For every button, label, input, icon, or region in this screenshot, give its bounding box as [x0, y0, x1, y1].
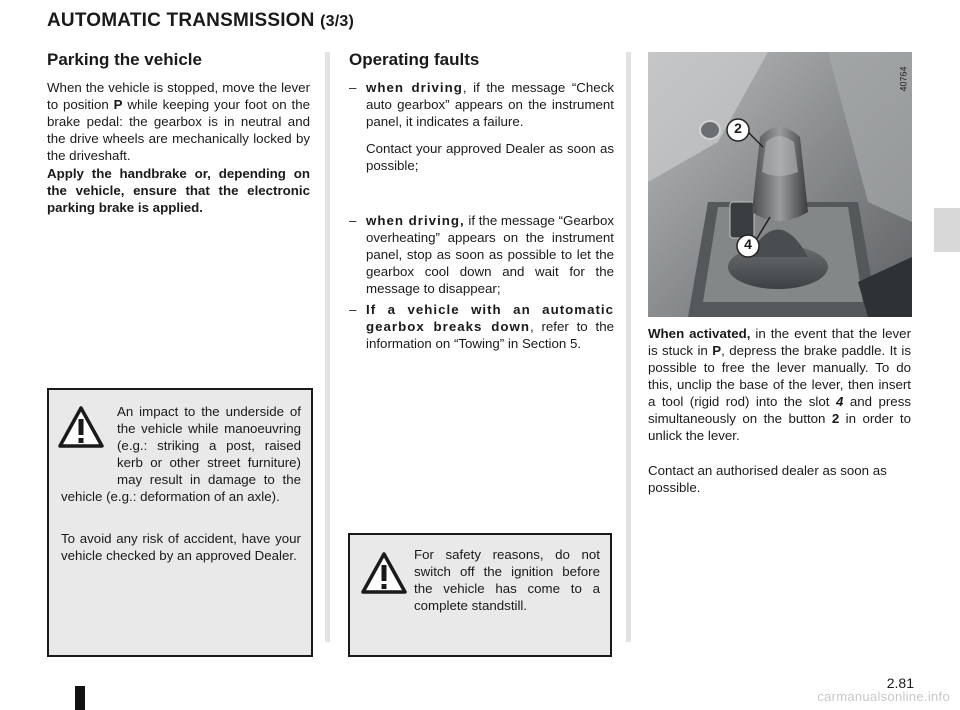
list-item — [349, 301, 614, 352]
list-item-body — [366, 301, 614, 352]
callout-2: 2 — [734, 120, 742, 136]
text-span: 4 — [835, 394, 844, 409]
warning-text-2: To avoid any risk of accident, have your vehicle checked by an approved Dealer. — [61, 531, 301, 563]
list-item-body — [366, 212, 614, 297]
gear-lever-photo — [648, 52, 912, 317]
list-item-text: , if the message “Check auto gearbox” appears on the instrument panel, it indicates a failure. — [366, 80, 614, 129]
text-span: When activated, — [648, 326, 751, 341]
title-part: (3/3) — [320, 13, 354, 30]
warning-text-1 — [61, 403, 301, 505]
section-heading-parking: Parking the vehicle — [47, 50, 202, 69]
list-item-extra: Contact your approved Dealer as soon as possible; — [366, 141, 614, 173]
list-item-lead: when driving, — [366, 213, 465, 228]
warning-box-impact — [47, 388, 313, 657]
icon-spacer — [61, 403, 117, 485]
text-span: while keeping your foot on the brake pedal: the gearbox is in neutral and the drive wheels are mechanically locked by the driveshaft. — [47, 97, 310, 163]
list-item — [349, 79, 614, 174]
callout-4: 4 — [744, 236, 752, 252]
list-item-text: if the message “Gearbox overheating” appears on the instrument panel, stop as soon as possible to let the gearbox cool down and wait for the message to disappear; — [366, 213, 614, 296]
list-dash: – — [349, 213, 357, 228]
page-number: 2.81 — [886, 675, 914, 691]
section-heading-faults: Operating faults — [349, 50, 480, 69]
parking-paragraph-1 — [47, 79, 310, 164]
text-span: and press simultaneously on the button — [648, 394, 912, 426]
watermark: carmanualsonline.info — [817, 689, 950, 704]
list-dash: – — [349, 302, 357, 317]
warning-triangle-icon — [360, 551, 408, 595]
text-span: , depress the brake paddle. It is possible to free the lever manually. To do this, unclip the base of the lever, then insert a tool (rigid rod) into the slot — [648, 343, 911, 409]
bottom-marker — [75, 686, 85, 710]
column-divider-2 — [626, 52, 631, 642]
list-item-lead: If a vehicle with an automatic gearbox breaks down — [366, 302, 614, 334]
list-item-lead: when driving — [366, 80, 463, 95]
figure-code: 40764 — [898, 66, 909, 92]
parking-paragraph-2: Apply the handbrake or, depending on the vehicle, ensure that the electronic parking brake is applied. — [47, 166, 310, 215]
column-divider-1 — [325, 52, 330, 642]
list-dash: – — [349, 80, 357, 95]
warning-text-ignition: For safety reasons, do not switch off the ignition before the vehicle has come to a complete standstill. — [414, 547, 600, 613]
position-p: P — [113, 97, 123, 112]
warning-box-ignition — [348, 533, 612, 657]
side-tab — [934, 208, 960, 252]
right-paragraph-2: Contact an authorised dealer as soon as possible. — [648, 463, 887, 495]
text-span: 2 — [831, 411, 840, 426]
right-paragraph-1 — [648, 325, 911, 444]
text-span: in order to unlick the lever. — [648, 411, 911, 443]
list-item — [349, 212, 614, 297]
list-item-body — [366, 79, 614, 130]
warning-text-1-body: An impact to the underside of the vehicle while manoeuvring (e.g.: striking a post, raised kerb or other street furniture) may result in damage to the vehicle (e.g.: deformation of an axle). — [61, 404, 301, 504]
page-title — [47, 10, 354, 32]
gear-lever-illustration — [648, 52, 912, 317]
title-text: AUTOMATIC TRANSMISSION — [47, 10, 315, 31]
text-span: P — [712, 343, 722, 358]
list-item-text: , refer to the information on “Towing” in Section 5. — [366, 319, 615, 351]
text-span: in the event that the lever is stuck in — [648, 326, 911, 358]
text-span: When the vehicle is stopped, move the lever to position — [47, 80, 310, 112]
